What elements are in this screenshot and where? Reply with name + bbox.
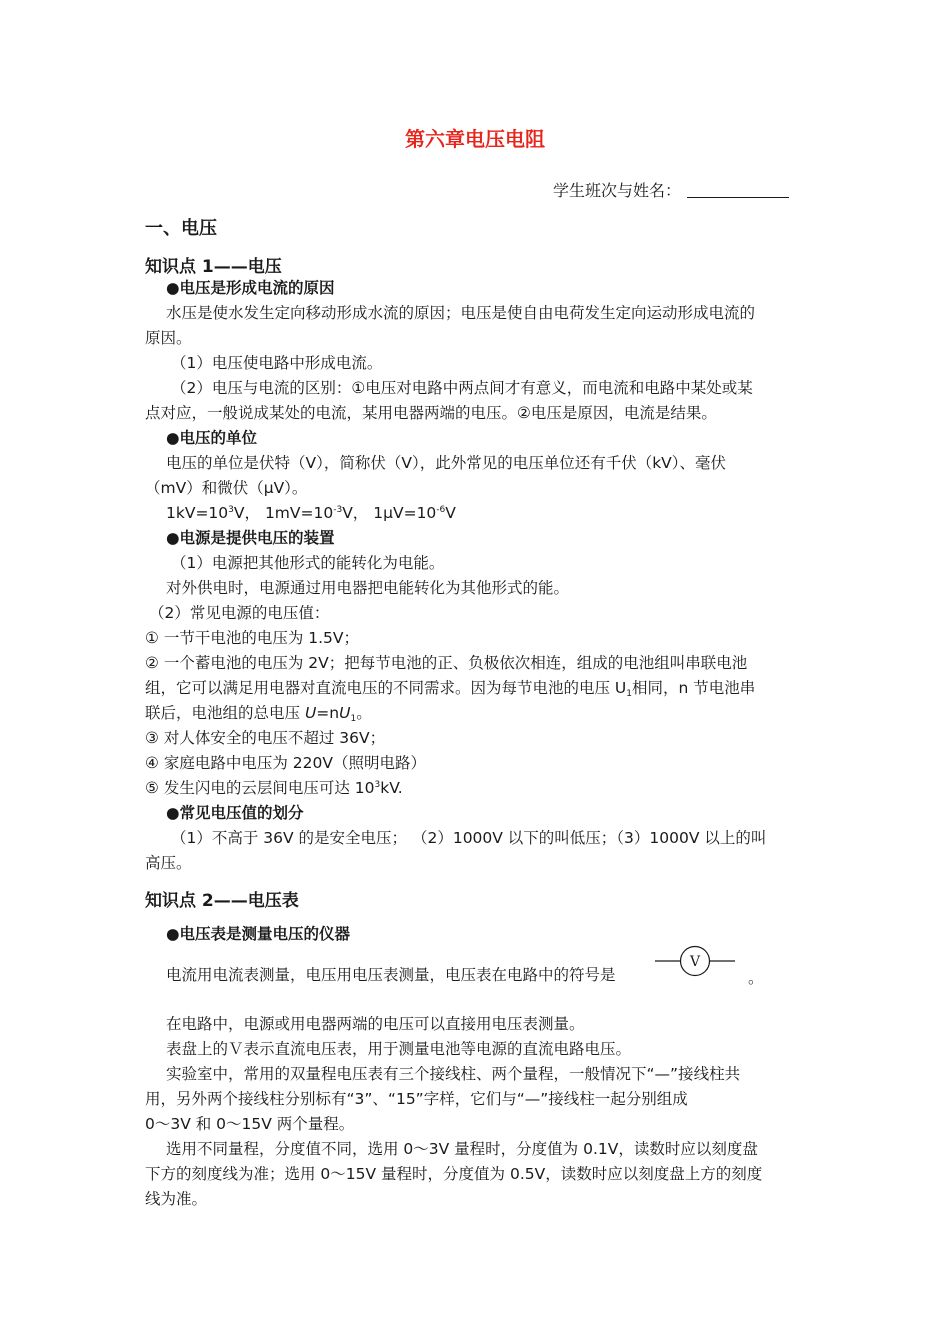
paragraph-line: 实验室中，常用的双量程电压表有三个接线柱、两个量程，一般情况下“—”接线柱共 xyxy=(166,1065,741,1083)
kp2-content xyxy=(145,1012,810,1212)
list-item: ④ 家庭电路中电压为 220V（照明电路） xyxy=(145,754,426,772)
paragraph-line: （1）电源把其他形式的能转化为电能。 xyxy=(171,554,445,572)
unit-conversion-line: $1kV=10^3V$， $1mV=10^{-3}V$， $1\mu V=10^{-6}V$ xyxy=(166,504,456,522)
paragraph-line: 原因。 xyxy=(145,329,192,347)
bullet-voltmeter: ●电压表是测量电压的仪器 xyxy=(166,925,351,943)
paragraph-line: （2）电压与电流的区别：①电压对电路中两点间才有意义，而电流和电路中某处或某 xyxy=(171,379,753,397)
list-item: ① 一节干电池的电压为 1.5V； xyxy=(145,629,360,647)
voltmeter-symbol-letter: V xyxy=(689,954,701,970)
paragraph-line: 电压的单位是伏特（V），简称伏（V），此外常见的电压单位还有千伏（kV）、毫伏 xyxy=(166,454,727,472)
voltmeter-symbol-text: 电流用电流表测量，电压用电压表测量，电压表在电路中的符号是 xyxy=(166,966,616,984)
paragraph-line: 用，另外两个接线柱分别标有“3”、“15”字样，它们与“—”接线柱一起分别组成 xyxy=(145,1090,688,1108)
paragraph-line: 点对应，一般说成某处的电流，某用电器两端的电压。②电压是原因，电流是结果。 xyxy=(145,404,717,422)
paragraph-line: （2）常见电源的电压值： xyxy=(149,604,330,622)
paragraph-line: （mV）和微伏（μV）。 xyxy=(145,479,308,497)
paragraph-line: 线为准。 xyxy=(145,1190,208,1208)
paragraph-line: 高压。 xyxy=(145,854,192,872)
paragraph-line: 选用不同量程，分度值不同，选用 0～3V 量程时，分度值为 0.1V，读数时应以刻度盘 xyxy=(166,1140,758,1158)
paragraph-line: 在电路中，电源或用电器两端的电压可以直接用电压表测量。 xyxy=(166,1015,585,1033)
paragraph-line: （1）不高于 36V 的是安全电压； （2）1000V 以下的叫低压；（3）1000V 以上的叫 xyxy=(171,829,767,847)
paragraph-line: （1）电压使电路中形成电流。 xyxy=(171,354,383,372)
voltmeter-symbol-period: 。 xyxy=(748,969,764,987)
kp1-content xyxy=(145,276,805,876)
section-heading-voltage: 一、电压 xyxy=(145,218,217,239)
bullet-power-source: ●电源是提供电压的装置 xyxy=(166,529,335,547)
page-title: 第六章电压电阻 xyxy=(405,127,545,151)
list-item: ⑤ 发生闪电的云层间电压可达 $10^3kV$. xyxy=(145,779,403,797)
name-blank-line xyxy=(687,183,789,198)
list-item: ③ 对人体安全的电压不超过 36V； xyxy=(145,729,386,747)
student-name-field xyxy=(553,178,789,201)
kp2-heading: 知识点 2——电压表 xyxy=(145,891,299,911)
list-item-cont: 组，它可以满足用电器对直流电压的不同需求。因为每节电池的电压 $U_1$相同，n 节电池串 xyxy=(145,679,756,699)
voltmeter-symbol-icon xyxy=(655,945,735,977)
list-item: ② 一个蓄电池的电压为 2V；把每节电池的正、负极依次相连，组成的电池组叫串联电池 xyxy=(145,654,748,672)
student-name-label: 学生班次与姓名： xyxy=(553,181,682,200)
list-item-cont: 联后，电池组的总电压 $U=nU_1$。 xyxy=(145,704,372,724)
paragraph-line: 0～3V 和 0～15V 两个量程。 xyxy=(145,1115,355,1133)
kp1-heading: 知识点 1——电压 xyxy=(145,257,282,277)
paragraph-line: 对外供电时，电源通过用电器把电能转化为其他形式的能。 xyxy=(166,579,570,597)
paragraph-line: 下方的刻度线为准；选用 0～15V 量程时，分度值为 0.5V，读数时应以刻度盘上方的刻度 xyxy=(145,1165,763,1183)
bullet-voltage-ranges: ●常见电压值的划分 xyxy=(166,804,304,822)
paragraph-line: 水压是使水发生定向移动形成水流的原因；电压是使自由电荷发生定向运动形成电流的 xyxy=(166,304,756,322)
bullet-voltage-cause: ●电压是形成电流的原因 xyxy=(166,279,335,297)
bullet-voltage-unit: ●电压的单位 xyxy=(166,429,258,447)
paragraph-line: 表盘上的Ｖ表示直流电压表，用于测量电池等电源的直流电路电压。 xyxy=(166,1040,632,1058)
